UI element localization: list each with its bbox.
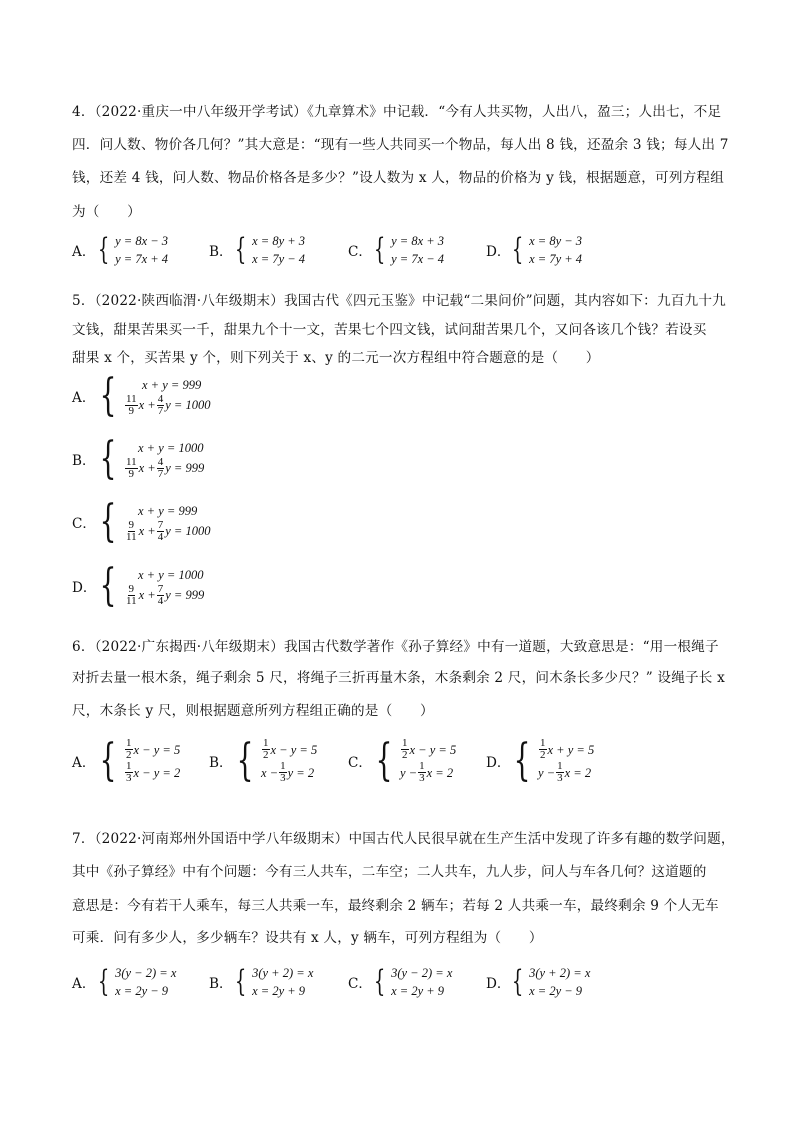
q7-line-2: 其中《孙子算经》中有个问题：今有三人共车，二车空；二人共车，九人步，问人与车各几何？这道题的 [72,864,707,880]
q4-line-2: 四．问人数、物价各几何？”其大意是：“现有一些人共同买一个物品，每人出 8 钱，还盈余 3 钱；每人出 7 [72,137,729,153]
q7-option-a[interactable]: A． { 3(y − 2) = x x = 2y − 9 [72,964,177,999]
q6-line-2: 对折去量一根木条，绳子剩余 5 尺，将绳子三折再量木条，木条剩余 2 尺，问木条长多少尺？” 设绳子长 x [72,670,725,686]
q6-option-a[interactable]: A． { $\frac{1}{2}$ x − y = 5 $\frac{1}{3}$ x − y = 2 [72,735,181,786]
q5-option-b[interactable]: B． { x + y = 1000 $\frac{11}{9}$ x + $\frac{4}{7}$ y = 999 [72,433,205,484]
q5-line-2: 文钱，甜果苦果买一千，甜果九个十一文，苦果七个四文钱，试问甜苦果几个，又问各该几个钱？若设买 [72,322,707,338]
q7-line-1: 7．（2022·河南郑州外国语中学八年级期末）中国古代人民很早就在生产生活中发现了许多有趣的数学问题， [72,831,735,847]
q6-line-3: 尺，木条长 y 尺，则根据题意所列方程组正确的是（ ） [72,703,434,719]
q7-option-b[interactable]: B． { 3(y + 2) = x x = 2y + 9 [209,964,314,999]
q4-line-4: 为（ ） [72,204,141,220]
q6-line-1: 6．（2022·广东揭西·八年级期末）我国古代数学著作《孙子算经》中有一道题，大致意思是：“用一根绳子 [72,639,719,655]
q5-option-a[interactable]: A． { x + y = 999 $\frac{11}{9}$ x + $\frac{4}{7}$ y = 1000 [72,370,211,421]
q4-option-d[interactable]: D． { x = 8y − 3 x = 7y + 4 [486,232,583,267]
q7-line-4: 可乘．问有多少人，多少辆车？设共有 x 人，y 辆车，可列方程组为（ ） [72,930,543,946]
q7-option-c[interactable]: C． { 3(y − 2) = x x = 2y + 9 [348,964,453,999]
q6-option-c[interactable]: C． { $\frac{1}{2}$ x − y = 5 y − $\frac{1}{3}$ x = 2 [348,735,457,786]
q5-option-d[interactable]: D． { x + y = 1000 $\frac{9}{11}$ x + $\frac{7}{4}$ y = 999 [72,560,205,611]
q4-line-3: 钱，还差 4 钱，问人数、物品价格各是多少？”设人数为 x 人，物品的价格为 y 钱，根据题意，可列方程组 [72,170,724,186]
q4-option-c[interactable]: C． { y = 8x + 3 y = 7x − 4 [348,232,445,267]
q5-line-1: 5．（2022·陕西临渭·八年级期末）我国古代《四元玉鉴》中记载“二果问价”问题，其内容如下：九百九十九 [72,293,726,309]
q6-option-b[interactable]: B． { $\frac{1}{2}$ x − y = 5 x − $\frac{1}{3}$ y = 2 [209,735,318,786]
q5-option-c[interactable]: C． { x + y = 999 $\frac{9}{11}$ x + $\frac{7}{4}$ y = 1000 [72,496,211,547]
q4-line-1: 4．（2022·重庆一中八年级开学考试）《九章算术》中记载．“今有人共买物，人出八，盈三；人出七，不足 [72,104,722,120]
q6-option-d[interactable]: D． { $\frac{1}{2}$ x + y = 5 y − $\frac{1}{3}$ x = 2 [486,735,595,786]
q7-line-3: 意思是：今有若干人乘车，每三人共乘一车，最终剩余 2 辆车；若每 2 人共乘一车，最终剩余 9 个人无车 [72,898,719,914]
q4-option-b[interactable]: B． { x = 8y + 3 x = 7y − 4 [209,232,306,267]
q4-option-a[interactable]: A． { y = 8x − 3 y = 7x + 4 [72,232,169,267]
q7-option-d[interactable]: D． { 3(y + 2) = x x = 2y − 9 [486,964,591,999]
q5-line-3: 甜果 x 个，买苦果 y 个，则下列关于 x、y 的二元一次方程组中符合题意的是（ ） [72,350,600,366]
